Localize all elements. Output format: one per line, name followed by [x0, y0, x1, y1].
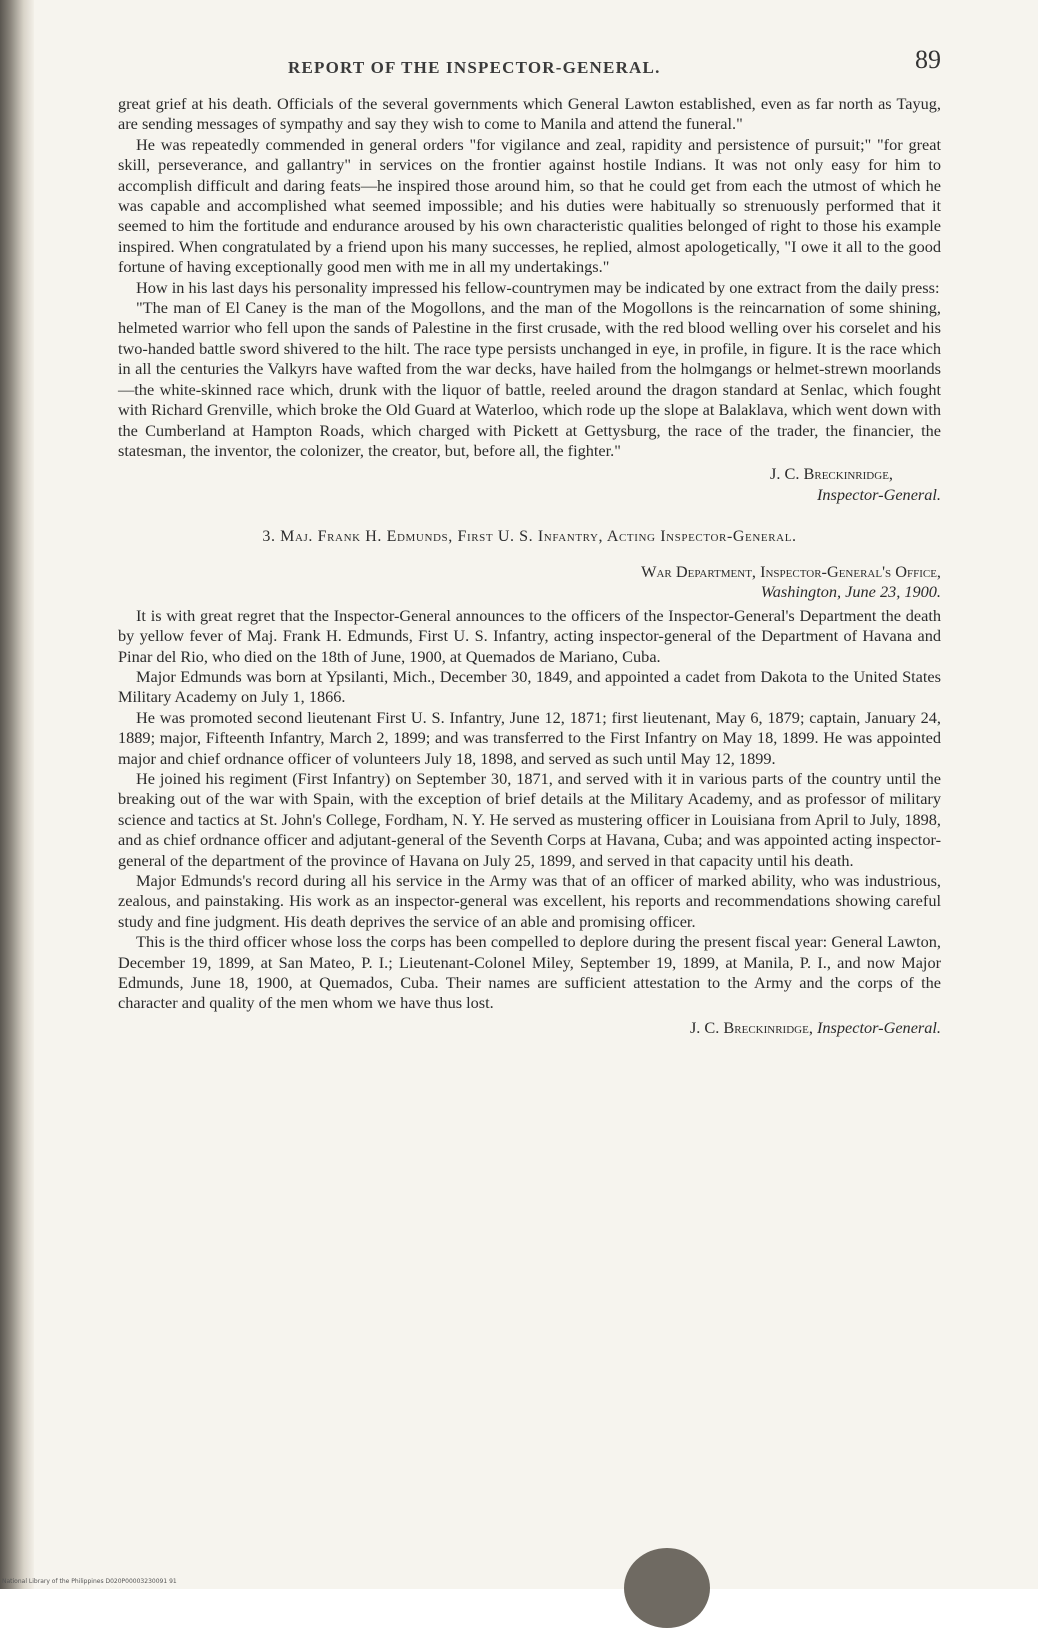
paragraph: great grief at his death. Officials of the several governments which General Lawton established, even as far north as Tayug, are sending messages of sympathy and say they wish to come to Manila and attend the funeral.": [118, 94, 941, 134]
page-content: [118, 45, 941, 1038]
signatory-name: J. C. Breckinridge,: [689, 1017, 813, 1037]
section-heading: 3. Maj. Frank H. Edmunds, First U. S. Infantry, Acting Inspector-General.: [262, 528, 797, 546]
final-signature: [118, 1018, 941, 1038]
paragraph: This is the third officer whose loss the corps has been compelled to deplore during the present fiscal year: General Lawton, December 19, 1899, at San Mateo, P. I.; Lieutenant-Colonel Miley, September 19, 1899, at Manila, P. I., and now Major Edmunds, June 18, 1900, at Quemados, Cuba. Their names are sufficient attestation to the Army and the corps of the character and quality of the men whom we have thus lost.: [118, 932, 941, 1013]
paragraph: How in his last days his personality impressed his fellow-countrymen may be indicated by one extract from the daily press:: [136, 277, 940, 297]
signatory-title: Inspector-General.: [816, 485, 941, 505]
dateline-office: War Department, Inspector-General's Office,: [641, 561, 941, 581]
paragraph: Major Edmunds's record during all his service in the Army was that of an officer of marked ability, who was industrious, zealous, and painstaking. His work as an inspector-general was excellent, his reports and recommendations showing careful study and fine judgment. His death deprives the service of an able and promising officer.: [118, 871, 941, 931]
scanned-page: [34, 0, 1038, 1589]
scanner-thumb-shadow: [624, 1548, 710, 1628]
paragraph: He was repeatedly commended in general orders "for vigilance and zeal, rapidity and persistence of pursuit;" "for great skill, perseverance, and gallantry" in services on the frontier against hostile Indians. It was not only easy for him to accomplish difficult and daring feats—he inspired those around him, so that he could get from each the utmost of which he was capable and accomplished what seemed impossible; and his duties were habitually so strenuously performed that it seemed to him the fortitude and endurance aroused by his own characteristic qualities belonged of right to those his example inspired. When congratulated by a friend upon his many successes, he replied, almost apologetically, "I owe it all to the good fortune of having exceptionally good men with me in all my undertakings.": [118, 134, 941, 277]
signatory-title: Inspector-General.: [816, 1017, 941, 1037]
page-header: [118, 45, 941, 94]
signature-block: [118, 463, 941, 505]
dateline-date: Washington, June 23, 1900.: [760, 581, 941, 601]
paragraph: Major Edmunds was born at Ypsilanti, Mich., December 30, 1849, and appointed a cadet from Dakota to the United States Military Academy on July 1, 1866.: [118, 666, 941, 707]
page-number: 89: [915, 45, 941, 74]
library-footer-note: National Library of the Philippines D020P00003230091 91: [2, 1578, 177, 1585]
book-spine: [0, 0, 34, 1589]
dateline: [118, 562, 941, 602]
running-title: REPORT OF THE INSPECTOR-GENERAL.: [288, 58, 661, 77]
quoted-paragraph: "The man of El Caney is the man of the Mogollons, and the man of the Mogollons is the reincarnation of some shining, helmeted warrior who fell upon the sands of Palestine in the first crusade, with the red blood welling over his corselet and his two-handed battle sword shivered to the hilt. The race type persists unchanged in eye, in profile, in figure. It is the race which in all the centuries the Valkyrs have wafted from the war decks, have hailed from the holmgangs or helmet-strewn moorlands—the white-skinned race which, drunk with the liquor of battle, reeled around the dragon standard at Senlac, which fought with Richard Grenville, which broke the Old Guard at Waterloo, which rode up the slope at Balaklava, which went down with the Cumberland at Hampton Roads, which charged with Pickett at Gettysburg, the race of the trader, the financier, the statesman, the inventor, the colonizer, the creator, but, before all, the fighter.": [118, 298, 941, 460]
paragraph: He joined his regiment (First Infantry) on September 30, 1871, and served with it in various parts of the country until the breaking out of the war with Spain, with the exception of brief details at the Military Academy, and as professor of military science and tactics at St. John's College, Fordham, N. Y. He served as mustering officer in Louisiana from April to July, 1898, and as chief ordnance officer and adjutant-general of the Seventh Corps at Havana, Cuba; and was appointed acting inspector-general of the department of the province of Havana on July 25, 1899, and served in that capacity until his death.: [118, 768, 941, 870]
paragraph: He was promoted second lieutenant First U. S. Infantry, June 12, 1871; first lieutenant, May 6, 1879; captain, January 24, 1889; major, Fifteenth Infantry, March 2, 1899; and was transferred to the First Infantry on May 18, 1899. He was appointed major and chief ordnance officer of volunteers July 18, 1898, and served as such until May 12, 1899.: [118, 707, 941, 768]
signatory-name: J. C. Breckinridge,: [770, 464, 893, 484]
paragraph: It is with great regret that the Inspector-General announces to the officers of the Inspector-General's Department the death by yellow fever of Maj. Frank H. Edmunds, First U. S. Infantry, acting inspector-general of the Department of Havana and Pinar del Rio, who died on the 18th of June, 1900, at Quemados de Mariano, Cuba.: [118, 605, 941, 666]
